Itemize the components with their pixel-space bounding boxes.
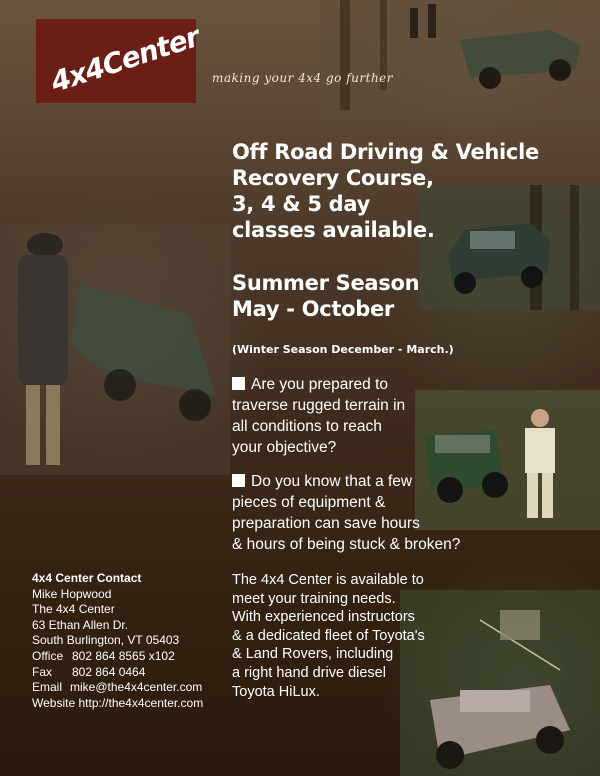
question-block (232, 471, 460, 555)
headline-line: Recovery Course, (232, 166, 434, 190)
question-line: traverse rugged terrain in (232, 397, 406, 414)
contact-heading: 4x4 Center Contact (32, 571, 142, 585)
course-headline (232, 139, 539, 243)
season-line: May - October (232, 297, 394, 321)
tagline: making your 4x4 go further (212, 71, 394, 85)
square-bullet-icon (232, 377, 245, 390)
availability-block (232, 571, 425, 701)
season-line: Summer Season (232, 271, 420, 295)
winch-recovery-image (400, 590, 600, 776)
contact-name: Mike Hopwood (32, 586, 112, 601)
availability-line: & Land Rovers, including (232, 646, 394, 663)
availability-line: & a dedicated fleet of Toyota's (232, 627, 425, 644)
season-heading (232, 270, 419, 322)
logo-text: 4x4Center (46, 20, 204, 99)
brand-logo (36, 19, 204, 103)
winter-season-note: (Winter Season December - March.) (232, 343, 454, 356)
headline-line: Off Road Driving & Vehicle (232, 140, 539, 164)
jeep-on-trail-image (320, 0, 600, 120)
bottom-photo-winch (400, 590, 600, 776)
contact-city: South Burlington, VT 05403 (32, 633, 180, 648)
website-label: Website (32, 695, 76, 710)
availability-line: meet your training needs. (232, 590, 396, 607)
headline-line: classes available. (232, 218, 435, 242)
fax-label: Fax (32, 664, 53, 679)
question-line: all conditions to reach (232, 418, 382, 435)
question-line: your objective? (232, 439, 337, 456)
fax-number: 802 864 0464 (72, 664, 146, 679)
question-block (232, 374, 405, 458)
office-phone: 802 864 8565 x102 (72, 648, 175, 663)
top-photo-jeep (320, 0, 600, 120)
office-label: Office (32, 648, 64, 663)
email-link[interactable]: mike@the4x4center.com (70, 680, 203, 695)
contact-street: 63 Ethan Allen Dr. (32, 617, 129, 632)
question-line: Do you know that a few (251, 473, 413, 490)
headline-line: 3, 4 & 5 day (232, 192, 371, 216)
man-and-landrover-image (0, 225, 230, 475)
question-line: preparation can save hours (232, 515, 420, 532)
question-line: pieces of equipment & (232, 494, 386, 511)
contact-block (32, 571, 203, 711)
question-line: & hours of being stuck & broken? (232, 536, 461, 553)
question-line: Are you prepared to (251, 376, 389, 393)
left-photo-landrover (0, 225, 230, 475)
website-link[interactable]: http://the4x4center.com (78, 695, 204, 710)
contact-company: The 4x4 Center (32, 602, 115, 617)
availability-line: a right hand drive diesel (232, 664, 386, 681)
availability-line: The 4x4 Center is available to (232, 572, 424, 588)
availability-line: With experienced instructors (232, 609, 415, 626)
availability-line: Toyota HiLux. (232, 683, 320, 700)
square-bullet-icon (232, 474, 245, 487)
email-label: Email (32, 680, 63, 695)
